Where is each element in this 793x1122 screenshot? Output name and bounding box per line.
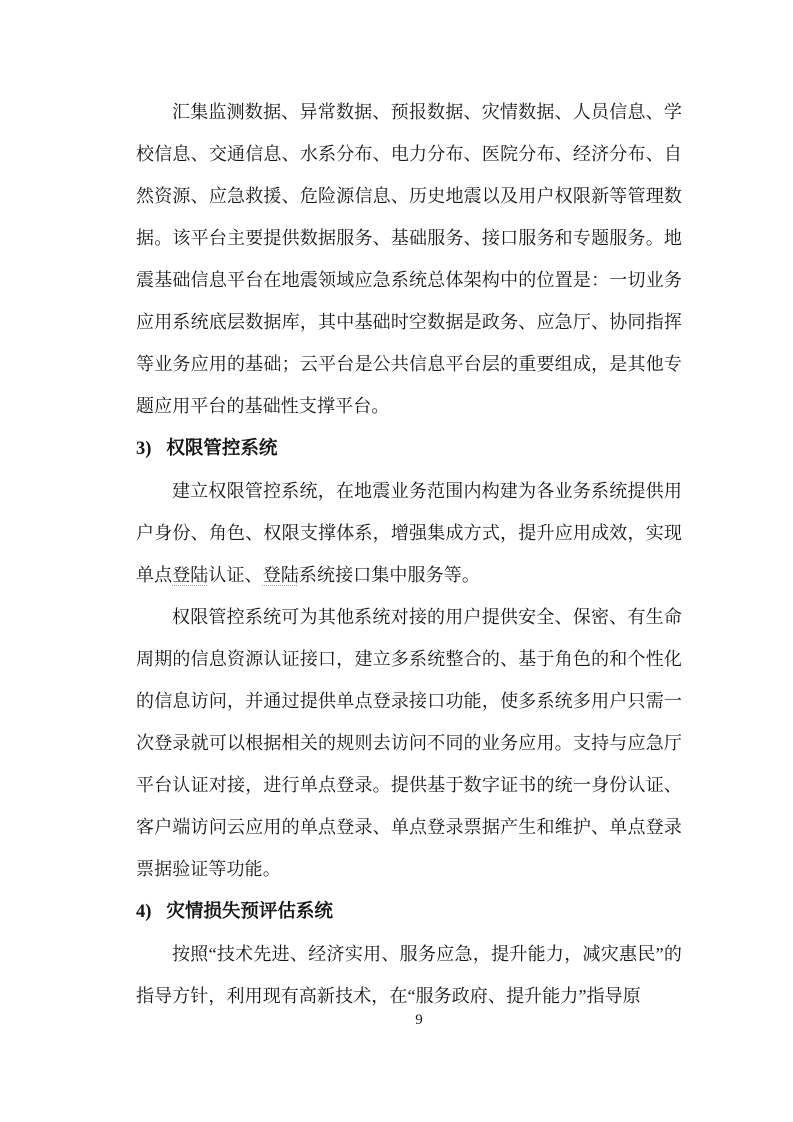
text-segment: 系统接口集中服务等。 [298, 565, 480, 585]
heading-title: 灾情损失预评估系统 [166, 900, 333, 921]
paragraph: 权限管控系统可为其他系统对接的用户提供安全、保密、有生命周期的信息资源认证接口，建立多系统整合的、基于角色的和个性化的信息访问，并通过提供单点登录接口功能，使多系统多用户只需一次登录就可以根据相关的规则去访问不同的业务应用。支持与应急厅平台认证对接，进行单点登录。提供基于数字证书的统一身份认证、客户端访问云应用的单点登录、单点登录票据产生和维护、单点登录票据验证等功能。 [136, 607, 682, 879]
misspelled-text: 登陆 [172, 565, 209, 585]
paragraph: 汇集监测数据、异常数据、预报数据、灾情数据、人员信息、学校信息、交通信息、水系分布、电力分布、医院分布、经济分布、自然资源、应急救援、危险源信息、历史地震以及用户权限新等管理数据。该平台主要提供数据服务、基础服务、接口服务和专题服务。地震基础信息平台在地震领域应急系统总体架构中的位置是：一切业务应用系统底层数据库，其中基础时空数据是政务、应急厅、协同指挥等业务应用的基础；云平台是公共信息平台层的重要组成，是其他专题应用平台的基础性支撑平台。 [136, 102, 682, 416]
text-segment: 认证、 [208, 565, 263, 585]
page-number: 9 [415, 1012, 423, 1028]
paragraph [136, 470, 682, 596]
section-heading [136, 427, 682, 470]
heading-number: 3) [136, 439, 152, 459]
paragraph: 按照“技术先进、经济实用、服务应急，提升能力，减灾惠民”的指导方针，利用现有高新技术，在“服务政府、提升能力”指导原 [136, 944, 682, 1006]
text-segment: 建立权限管控系统，在地震业务范围内构建为各业务系统提供用户身份、角色、权限支撑体系，增强集成方式，提升应用成效，实现单点 [136, 481, 682, 585]
document-content [136, 91, 682, 1017]
heading-title: 权限管控系统 [166, 437, 278, 458]
section-heading [136, 890, 682, 933]
misspelled-text: 登陆 [262, 565, 299, 585]
heading-number: 4) [136, 902, 152, 922]
